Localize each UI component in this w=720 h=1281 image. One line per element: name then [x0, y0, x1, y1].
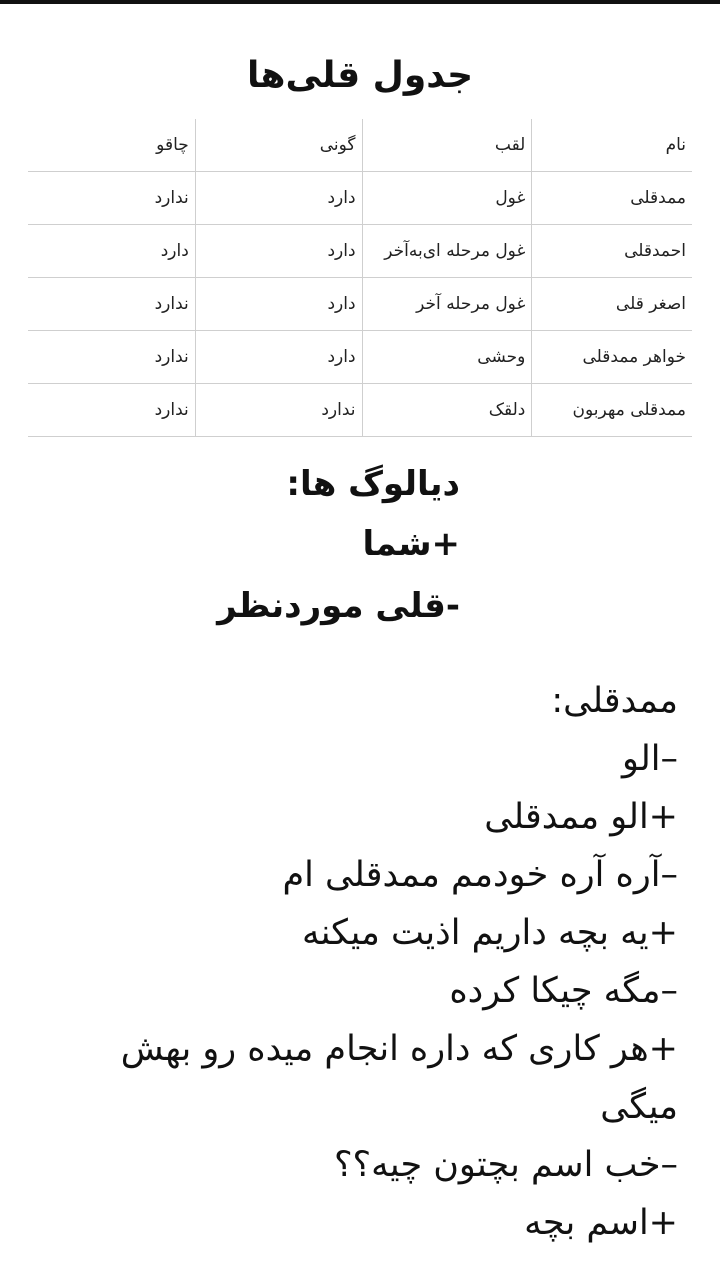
legend-you: +شما — [362, 524, 460, 564]
cell-title: غول مرحله آخر — [362, 278, 532, 331]
dialog-block — [38, 672, 678, 1252]
header-cell-title: لقب — [362, 119, 532, 172]
cell-sack: دارد — [195, 225, 362, 278]
cell-knife: ندارد — [28, 278, 195, 331]
cell-name: خواهر ممدقلی — [532, 331, 692, 384]
dialog-line: +یه بچه داریم اذیت میکنه — [301, 913, 678, 953]
legend-qoli: -قلی موردنظر — [217, 586, 460, 626]
dialogs-heading: دیالوگ ها: — [286, 464, 460, 504]
dialog-speaker: ممدقلی: — [551, 681, 678, 721]
table-row — [28, 384, 692, 437]
cell-name: احمدقلی — [532, 225, 692, 278]
document-page — [12, 4, 708, 1281]
dialog-line: –الو — [622, 739, 678, 779]
dialog-line: –مگه چیکا کرده — [449, 971, 678, 1011]
dialog-line: +الو ممدقلی — [484, 797, 678, 837]
dialog-line: +هر کاری که داره انجام میده رو بهش میگی — [120, 1029, 678, 1127]
page-title: جدول قلی‌ها — [246, 55, 474, 96]
header-cell-sack: گونی — [195, 119, 362, 172]
dialog-line: –خب اسم بچتون چیه؟؟ — [333, 1145, 678, 1185]
cell-knife: ندارد — [28, 384, 195, 437]
dialog-line: +اسم بچه — [524, 1203, 678, 1243]
table-row — [28, 331, 692, 384]
table-row — [28, 172, 692, 225]
cell-title: غول مرحله ای‌به‌آخر — [362, 225, 532, 278]
cell-knife: دارد — [28, 225, 195, 278]
table-header-row — [28, 119, 692, 172]
qoli-table — [28, 119, 692, 437]
header-cell-name: نام — [532, 119, 692, 172]
cell-title: وحشی — [362, 331, 532, 384]
cell-sack: دارد — [195, 172, 362, 225]
table-row — [28, 225, 692, 278]
cell-name: ممدقلی — [532, 172, 692, 225]
table-row — [28, 278, 692, 331]
cell-name: اصغر قلی — [532, 278, 692, 331]
cell-title: دلقک — [362, 384, 532, 437]
header-cell-knife: چاقو — [28, 119, 195, 172]
cell-sack: ندارد — [195, 384, 362, 437]
cell-sack: دارد — [195, 278, 362, 331]
cell-sack: دارد — [195, 331, 362, 384]
cell-knife: ندارد — [28, 172, 195, 225]
cell-title: غول — [362, 172, 532, 225]
dialog-line: –آره آره خودمم ممدقلی ام — [282, 855, 678, 895]
cell-name: ممدقلی مهربون — [532, 384, 692, 437]
cell-knife: ندارد — [28, 331, 195, 384]
